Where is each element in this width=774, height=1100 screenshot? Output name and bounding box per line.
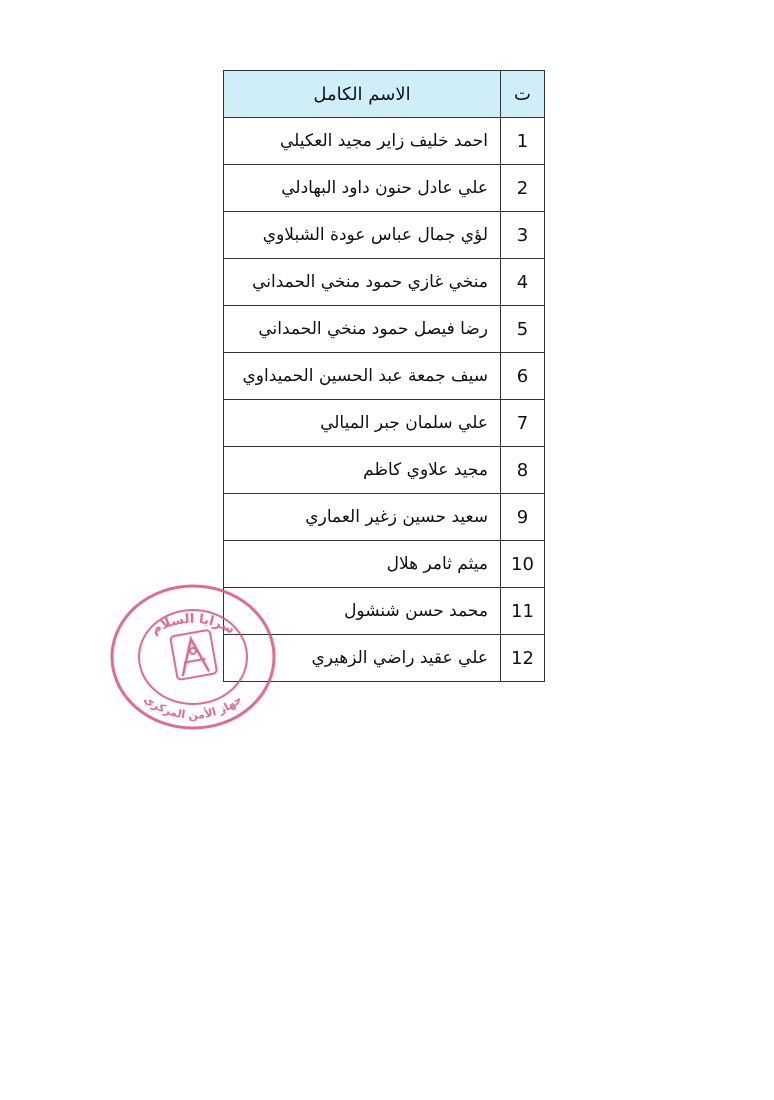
row-number: 11 <box>501 588 545 635</box>
row-number: 4 <box>501 259 545 306</box>
stamp-emblem-icon <box>170 630 217 680</box>
row-number: 9 <box>501 494 545 541</box>
row-name: علي عادل حنون داود البهادلي <box>224 165 501 212</box>
row-name: سعيد حسين زغير العماري <box>224 494 501 541</box>
table-row <box>224 212 545 259</box>
stamp-outer-ring <box>112 586 274 728</box>
header-name: الاسم الكامل <box>224 71 501 118</box>
row-number: 6 <box>501 353 545 400</box>
table-row <box>224 447 545 494</box>
row-name: علي عقيد راضي الزهيري <box>224 635 501 682</box>
row-name: مجيد علاوي كاظم <box>224 447 501 494</box>
row-name: محمد حسن شنشول <box>224 588 501 635</box>
header-number: ت <box>501 71 545 118</box>
table-row <box>224 165 545 212</box>
row-name: سيف جمعة عبد الحسين الحميداوي <box>224 353 501 400</box>
table-row <box>224 306 545 353</box>
row-name: احمد خليف زاير مجيد العكيلي <box>224 118 501 165</box>
row-number: 5 <box>501 306 545 353</box>
stamp-top-text: سرايا السلام <box>148 611 237 638</box>
row-number: 7 <box>501 400 545 447</box>
row-name: ميثم ثامر هلال <box>224 541 501 588</box>
stamp-bottom-text: جهاز الأمن المركزي <box>141 692 245 722</box>
row-number: 3 <box>501 212 545 259</box>
stamp-body <box>112 586 274 728</box>
row-number: 2 <box>501 165 545 212</box>
row-name: علي سلمان جبر الميالي <box>224 400 501 447</box>
table-row <box>224 259 545 306</box>
row-number: 8 <box>501 447 545 494</box>
row-name: منخي غازي حمود منخي الحمداني <box>224 259 501 306</box>
row-name: لؤي جمال عباس عودة الشبلاوي <box>224 212 501 259</box>
row-number: 1 <box>501 118 545 165</box>
row-number: 10 <box>501 541 545 588</box>
table-row <box>224 400 545 447</box>
row-name: رضا فيصل حمود منخي الحمداني <box>224 306 501 353</box>
row-number: 12 <box>501 635 545 682</box>
table-header-row <box>224 71 545 118</box>
table-row <box>224 494 545 541</box>
table-row <box>224 118 545 165</box>
official-stamp <box>108 581 278 733</box>
table-row <box>224 353 545 400</box>
